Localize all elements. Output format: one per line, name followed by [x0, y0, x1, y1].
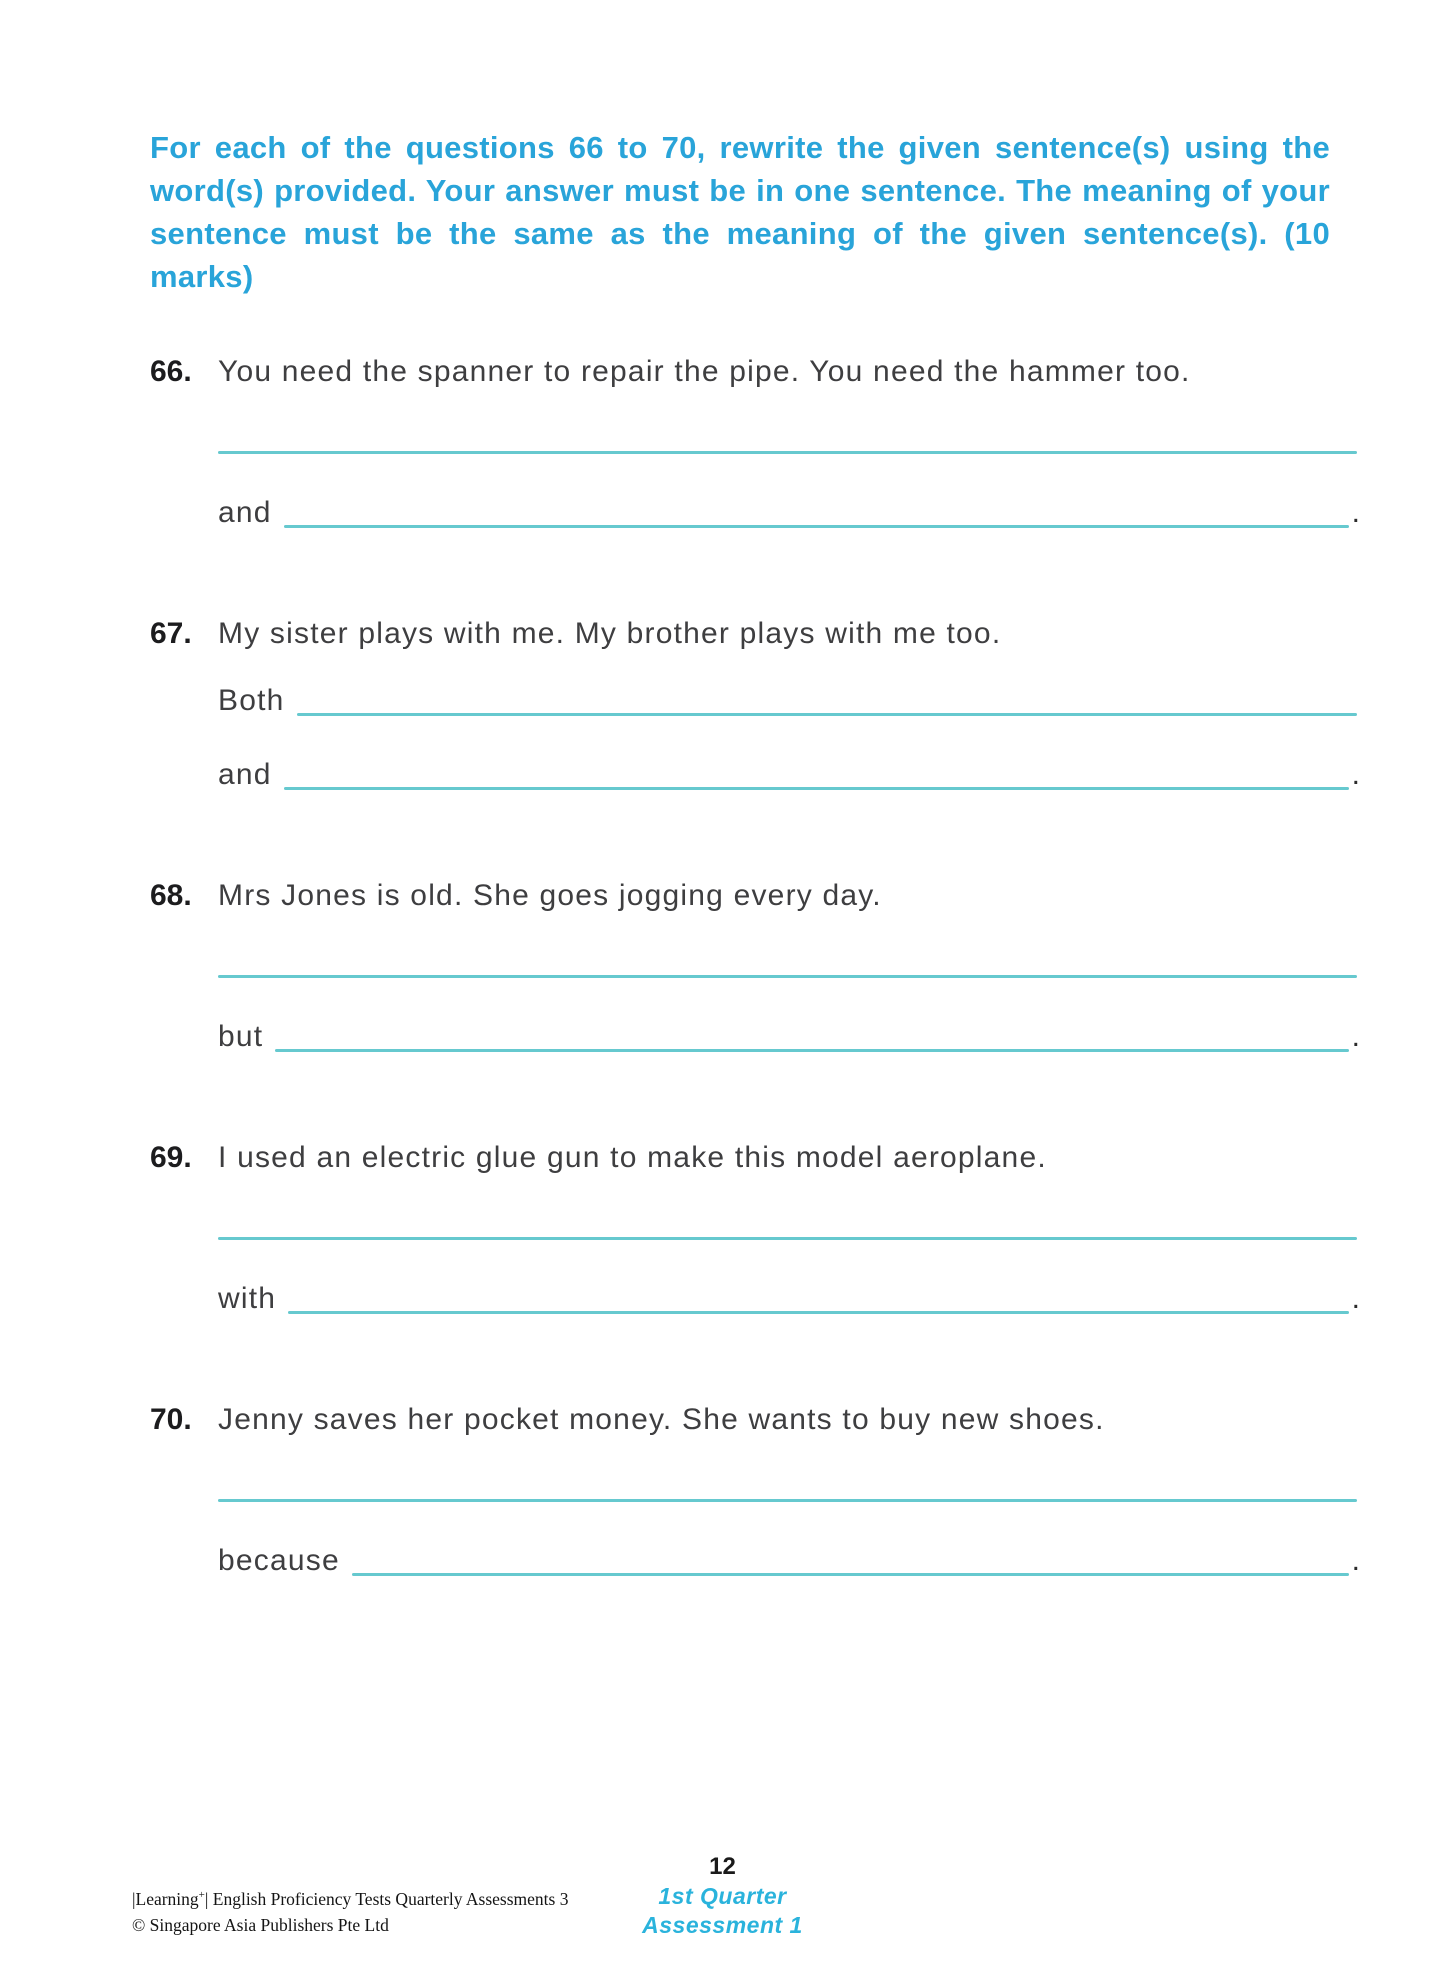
section-instructions: For each of the questions 66 to 70, rewrite the given sentence(s) using the word(s) provided. Your answer must be in one sentence. The meaning of your sentence must be the same as the meaning of the given sentence(s). (10 marks): [150, 130, 1330, 294]
answer-prefix-word: Both: [218, 684, 285, 717]
answer-prefix-word: and: [218, 758, 272, 791]
worksheet-content: [150, 95, 1360, 1580]
answer-period: .: [1351, 496, 1360, 529]
answer-blank-line[interactable]: [284, 787, 1349, 790]
answer-blank-line[interactable]: [218, 451, 1357, 454]
question-prompt: My sister plays with me. My brother plays with me too.: [218, 617, 1002, 650]
answer-blank-line[interactable]: [352, 1573, 1349, 1576]
footer-assessment-label: Assessment 1: [642, 1912, 803, 1938]
question-prompt: You need the spanner to repair the pipe. You need the hammer too.: [218, 355, 1191, 388]
answer-blank-line[interactable]: [218, 1499, 1357, 1502]
answer-row: [218, 494, 1360, 532]
question-prompt: Jenny saves her pocket money. She wants to buy new shoes.: [218, 1403, 1105, 1436]
question-number: 68.: [150, 879, 192, 912]
answer-period: .: [1351, 1544, 1360, 1577]
answer-row: [218, 1468, 1360, 1506]
answer-row: [218, 1018, 1360, 1056]
question-prompt: Mrs Jones is old. She goes jogging every day.: [218, 879, 882, 912]
answer-prefix-word: with: [218, 1282, 277, 1315]
question-66: [150, 354, 1360, 532]
answer-prefix-word: and: [218, 496, 272, 529]
question-number: 67.: [150, 617, 192, 650]
answer-row: [218, 1206, 1360, 1244]
question-number: 66.: [150, 355, 192, 388]
answer-blank-line[interactable]: [275, 1049, 1348, 1052]
answer-blank-line[interactable]: [218, 975, 1357, 978]
answer-blank-line[interactable]: [284, 525, 1349, 528]
question-prompt-row: [150, 1402, 1360, 1438]
answer-period: .: [1351, 758, 1360, 791]
answer-prefix-word: because: [218, 1544, 340, 1577]
answer-row: [218, 944, 1360, 982]
answer-blank-line[interactable]: [288, 1311, 1349, 1314]
superscript-plus: +: [198, 1889, 205, 1901]
question-prompt-row: [150, 1140, 1360, 1176]
answer-row: [218, 420, 1360, 458]
footer-copyright: © Singapore Asia Publishers Pte Ltd: [132, 1914, 389, 1935]
question-prompt-row: [150, 878, 1360, 914]
question-number: 70.: [150, 1403, 192, 1436]
answer-row: [218, 756, 1360, 794]
answer-prefix-word: but: [218, 1020, 264, 1053]
footer-page-block: [0, 1852, 1445, 1940]
footer-series-title: |Learning+| English Proficiency Tests Quarterly Assessments 3: [132, 1888, 569, 1909]
answer-row: [218, 1280, 1360, 1318]
question-number: 69.: [150, 1141, 192, 1174]
question-prompt: I used an electric glue gun to make this model aeroplane.: [218, 1141, 1047, 1174]
question-68: [150, 878, 1360, 1056]
footer-quarter-label: 1st Quarter: [658, 1883, 787, 1909]
page-number: 12: [709, 1853, 736, 1880]
answer-blank-line[interactable]: [297, 713, 1357, 716]
answer-period: .: [1351, 1282, 1360, 1315]
question-70: [150, 1402, 1360, 1580]
answer-blank-line[interactable]: [218, 1237, 1357, 1240]
answer-row: [218, 682, 1360, 720]
answer-row: [218, 1542, 1360, 1580]
question-prompt-row: [150, 354, 1360, 390]
question-69: [150, 1140, 1360, 1318]
answer-period: .: [1351, 1020, 1360, 1053]
question-67: [150, 616, 1360, 794]
question-prompt-row: [150, 616, 1360, 652]
